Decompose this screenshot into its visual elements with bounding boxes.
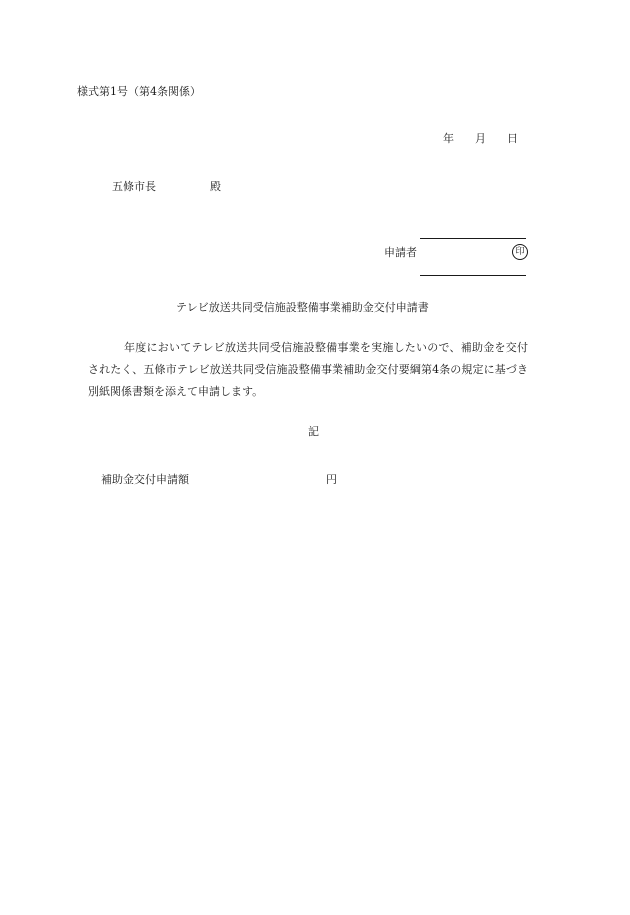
- addressee: [112, 180, 221, 194]
- amount-unit: 円: [326, 473, 337, 486]
- ki-heading: 記: [308, 425, 319, 438]
- date-year-label: 年: [443, 132, 454, 145]
- addressee-name: 五條市長: [112, 180, 156, 193]
- date-line: [443, 132, 518, 146]
- body-paragraph: 年度においてテレビ放送共同受信施設整備事業を実施したいので、補助金を交付されたく、五條市テレビ放送共同受信施設整備事業補助金交付要綱第4条の規定に基づき別紙関係書類を添えて申請します。: [88, 341, 528, 398]
- form-number: 様式第1号（第4条関係）: [77, 85, 201, 98]
- date-month-label: 月: [475, 132, 486, 145]
- applicant-top-rule: [420, 238, 526, 239]
- document-title: テレビ放送共同受信施設整備事業補助金交付申請書: [176, 301, 429, 314]
- applicant-bottom-rule: [420, 275, 526, 276]
- applicant-label: 申請者: [384, 246, 417, 259]
- date-day-label: 日: [507, 132, 518, 145]
- addressee-honorific: 殿: [210, 180, 221, 193]
- amount-label: 補助金交付申請額: [101, 473, 189, 486]
- seal-icon: 印: [512, 244, 528, 260]
